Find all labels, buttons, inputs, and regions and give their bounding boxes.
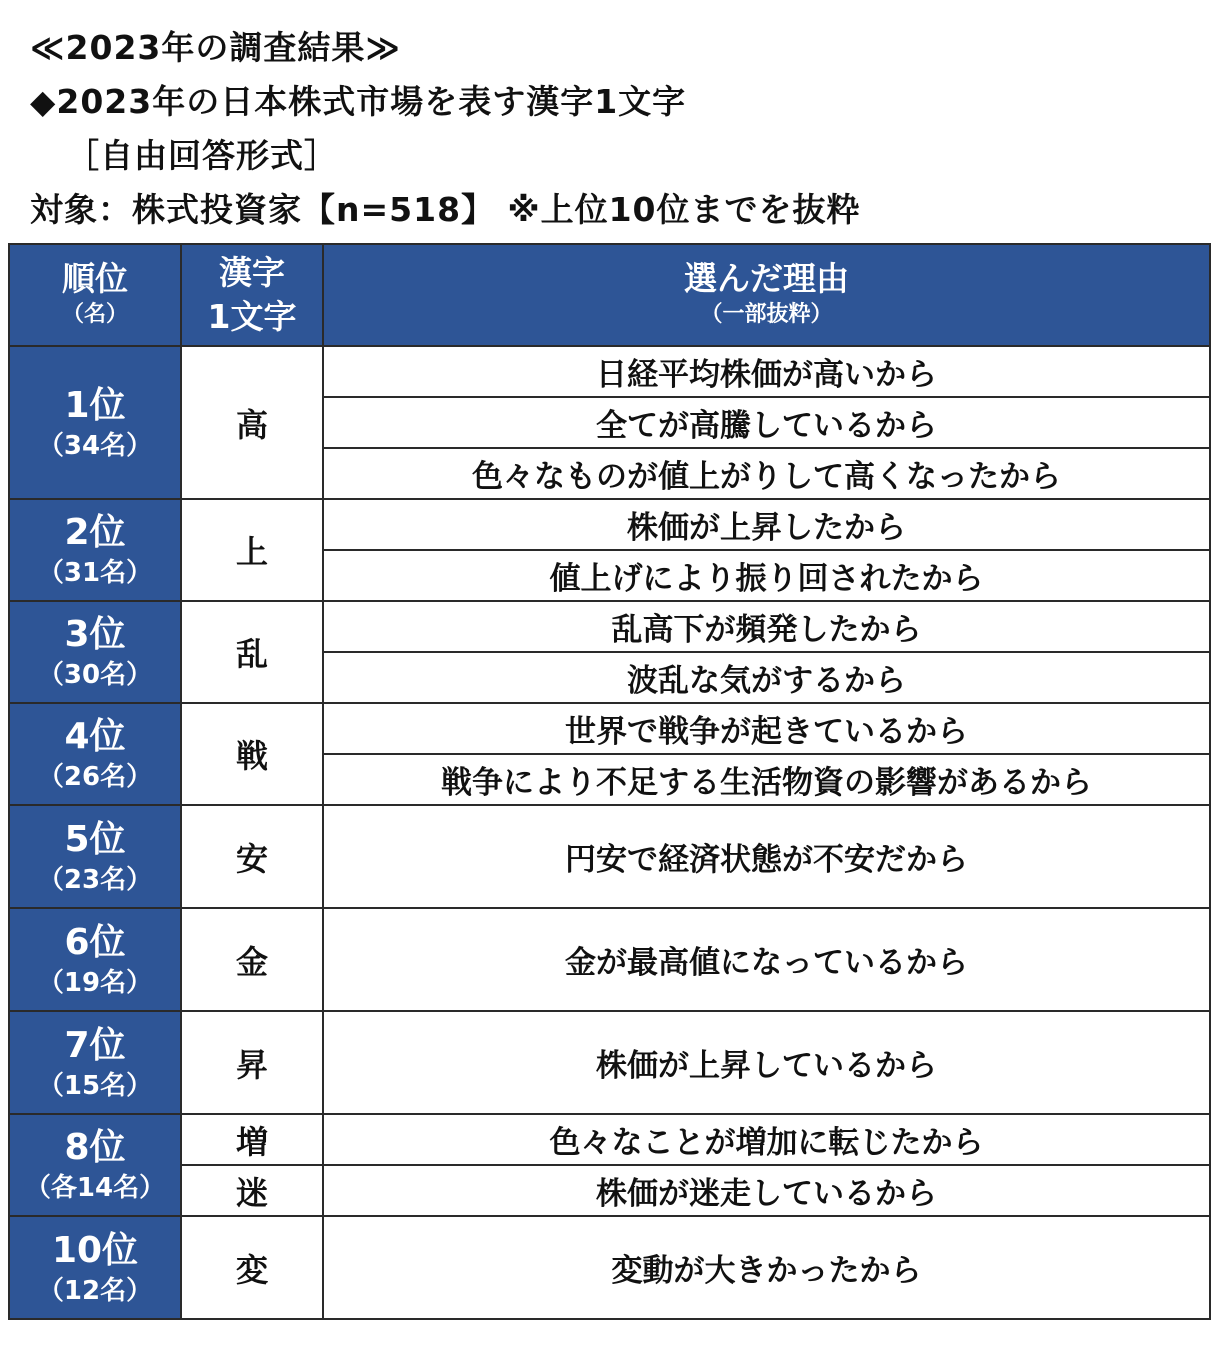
rank-cell <box>9 908 181 1011</box>
rank-cell <box>9 346 181 499</box>
kanji-cell: 高 <box>181 346 323 499</box>
rank-label: 2位 <box>64 512 126 553</box>
reason-cell: 色々なものが値上がりして高くなったから <box>323 448 1210 499</box>
table-row <box>9 908 1210 1011</box>
rank-count: （34名） <box>37 430 153 461</box>
header-rank-sub: （名） <box>61 302 128 327</box>
table-row <box>9 703 1210 754</box>
rank-cell <box>9 703 181 805</box>
reason-cell: 世界で戦争が起きているから <box>323 703 1210 754</box>
rank-cell <box>9 499 181 601</box>
rank-label: 7位 <box>64 1024 126 1066</box>
kanji-cell: 増 <box>181 1114 323 1165</box>
reason-cell: 戦争により不足する生活物資の影響があるから <box>323 754 1210 805</box>
table-row <box>9 1165 1210 1216</box>
table-row <box>9 499 1210 550</box>
kanji-cell: 上 <box>181 499 323 601</box>
kanji-cell: 乱 <box>181 601 323 703</box>
survey-title: ≪2023年の調査結果≫ <box>30 28 401 67</box>
table-row <box>9 1011 1210 1114</box>
rank-cell <box>9 805 181 908</box>
reason-cell: 乱高下が頻発したから <box>323 601 1210 652</box>
reason-cell: 変動が大きかったから <box>323 1216 1210 1319</box>
kanji-cell: 安 <box>181 805 323 908</box>
header-reason-sub: （一部抜粋） <box>700 302 833 327</box>
kanji-cell: 昇 <box>181 1011 323 1114</box>
kanji-cell: 金 <box>181 908 323 1011</box>
rank-label: 3位 <box>64 614 126 655</box>
question-title: ◆2023年の日本株式市場を表す漢字1文字 <box>30 82 687 121</box>
rank-count: （30名） <box>37 660 153 690</box>
rank-cell <box>9 1114 181 1216</box>
rank-cell <box>9 1216 181 1319</box>
target-note: 対象：株式投資家【n=518】 ※上位10位までを抜粋 <box>30 190 861 229</box>
reason-cell: 株価が上昇したから <box>323 499 1210 550</box>
reason-cell: 全てが高騰しているから <box>323 397 1210 448</box>
rank-cell <box>9 601 181 703</box>
rank-label: 4位 <box>64 716 126 757</box>
rank-count: （23名） <box>37 864 153 895</box>
rank-count: （19名） <box>37 967 153 998</box>
kanji-cell: 変 <box>181 1216 323 1319</box>
rank-count: （15名） <box>37 1070 153 1101</box>
reason-cell: 波乱な気がするから <box>323 652 1210 703</box>
header-reason-label: 選んだ理由 <box>684 259 849 298</box>
ranking-table <box>8 243 1211 1320</box>
reason-cell: 円安で経済状態が不安だから <box>323 805 1210 908</box>
header-kanji <box>181 244 323 346</box>
table-row <box>9 1114 1210 1165</box>
reason-cell: 株価が上昇しているから <box>323 1011 1210 1114</box>
table-row <box>9 601 1210 652</box>
reason-cell: 色々なことが増加に転じたから <box>323 1114 1210 1165</box>
rank-label: 5位 <box>64 818 126 860</box>
table-row <box>9 805 1210 908</box>
reason-cell: 日経平均株価が高いから <box>323 346 1210 397</box>
kanji-cell: 迷 <box>181 1165 323 1216</box>
answer-format: ［自由回答形式］ <box>66 136 338 175</box>
header-kanji-line1: 漢字 <box>219 253 285 292</box>
rank-label: 10位 <box>51 1229 139 1271</box>
header-rank-label: 順位 <box>62 259 128 298</box>
header-rank <box>9 244 181 346</box>
rank-label: 6位 <box>64 921 126 963</box>
rank-count: （12名） <box>37 1275 153 1306</box>
rank-count: （31名） <box>37 558 153 588</box>
reason-cell: 値上げにより振り回されたから <box>323 550 1210 601</box>
reason-cell: 金が最高値になっているから <box>323 908 1210 1011</box>
table-row <box>9 346 1210 397</box>
kanji-cell: 戦 <box>181 703 323 805</box>
reason-cell: 株価が迷走しているから <box>323 1165 1210 1216</box>
rank-count: （各14名） <box>24 1173 166 1203</box>
header-reason <box>323 244 1210 346</box>
header-kanji-line2: 1文字 <box>207 297 297 336</box>
rank-cell <box>9 1011 181 1114</box>
table-header-row <box>9 244 1210 346</box>
rank-label: 8位 <box>64 1127 126 1168</box>
rank-count: （26名） <box>37 762 153 792</box>
table-row <box>9 1216 1210 1319</box>
rank-label: 1位 <box>64 384 126 426</box>
